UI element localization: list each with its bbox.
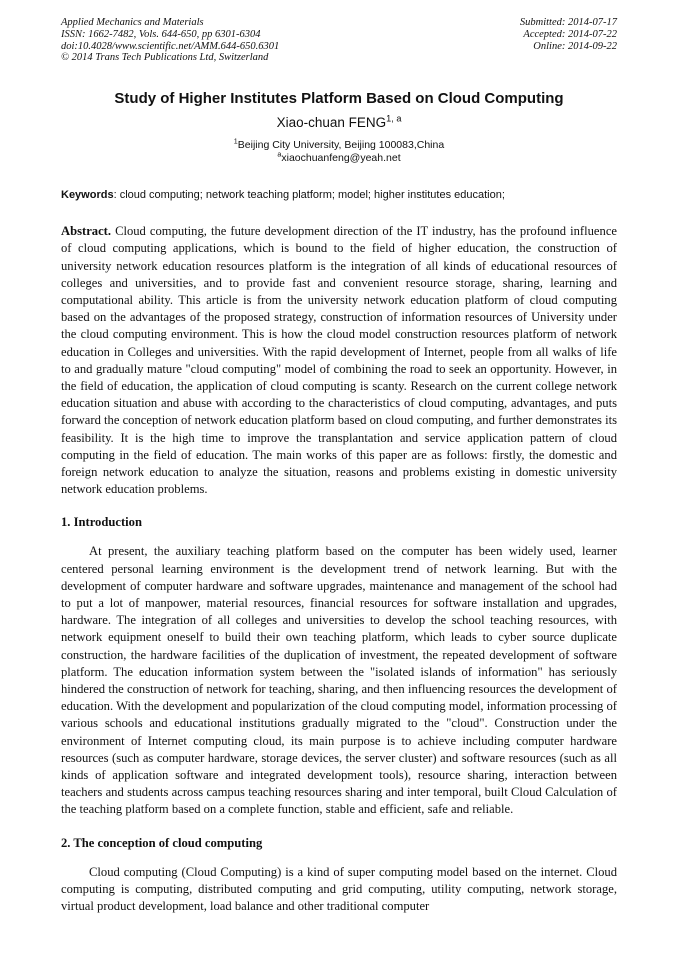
affiliation-line: [61, 139, 617, 152]
abstract-text: Cloud computing, the future development direction of the IT industry, has the profound influence of cloud computing applications, which is bound to the field of higher education, the construction of university network education resources platform is the integration of all kinds of educational resources of colleges and universities, and to provide fast and convenient resource storage, sharing, learning and computational ability. This article is from the university network education platform of cloud computing based on the advantages of the proposed strategy, construction of information resources of University under the cloud computing environment. This is how the cloud model construction resources platform of network education in Colleges and universities. With the rapid development of Internet, people from all walks of life to and gradually mature "cloud computing" model of combining the road to seek an opportunity. However, in the field of education, the application of cloud computing is scanty. Research on the current college network education situation and abuse with according to the characteristics of cloud computing, advantages, and puts forward the conception of network education platform based on cloud computing, and further demonstrates its feasibility. It is the high time to improve the transplantation and service application pattern of cloud computing in the field of education. The main works of this paper are as follows: firstly, the domestic and foreign network education to analyze the situation, reasons and problems existing in domestic university network education problems.: [61, 224, 617, 497]
author-line: [61, 115, 617, 130]
journal-copyright: © 2014 Trans Tech Publications Ltd, Switzerland: [61, 52, 269, 64]
affiliation-superscript: 1: [233, 137, 238, 146]
abstract-paragraph: [61, 223, 617, 498]
section-heading-cloud-conception: 2. The conception of cloud computing: [61, 835, 263, 850]
abstract-label: Abstract.: [61, 224, 112, 239]
email-line: [61, 152, 617, 165]
online-date: Online: 2014-09-22: [533, 40, 617, 52]
author-superscript: 1, a: [386, 113, 402, 124]
introduction-paragraph: At present, the auxiliary teaching platform based on the computer has been widely used, learner centered personal learning environment is the development trend of network learning. But with the development of computer hardware and software upgrades, maintenance and management of the school had to put a lot of manpower, material resources, financial resources for software installation and upgrades, hardware. The integration of all colleges and universities to develop the school teaching resources, with network equipment oneself to build their own teaching platform, which leads to cyber source duplicate construction, the hardware facilities of the duplication of investment, the repeated development of software platform. The education information system between the "isolated islands of information" has seriously hindered the construction of network for teaching, sharing, and then influencing resources the development of education. With the development and popularization of the cloud computing model, information processing of various schools and educational institutions gradually migrated to the "cloud". Construction under the environment of Internet computing cloud, its main purpose is to achieve including computer hardware resources (such as computer hardware, storage devices, the server cluster) and software resources (such as all kinds of application software and integrated development tools), resource sharing, interaction between teachers and students across campus teaching resources sharing and inter temporal, built Cloud Calculation of the teaching platform based on a complete function, stable and efficient, safe and reliable.: [61, 544, 617, 817]
author-name: Xiao-chuan FENG: [276, 115, 387, 131]
journal-name: Applied Mechanics and Materials: [61, 17, 204, 28]
keywords-label: Keywords: [61, 189, 114, 202]
keywords-text: : cloud computing; network teaching platform; model; higher institutes education;: [113, 189, 505, 202]
affiliation-text: Beijing City University, Beijing 100083,China: [237, 139, 445, 152]
section-heading-introduction: 1. Introduction: [61, 515, 142, 530]
cloud-conception-paragraph: Cloud computing (Cloud Computing) is a kind of super computing model based on the internet. Cloud computing is computing, distributed computing and grid computing, utility computing, network storage, virtual product development, load balance and other traditional computer: [61, 864, 617, 914]
email-text: xiaochuanfeng@yeah.net: [281, 152, 401, 165]
journal-issn-volumes: ISSN: 1662-7482, Vols. 644-650, pp 6301-6304: [61, 28, 261, 40]
email-superscript: a: [277, 150, 282, 159]
accepted-date: Accepted: 2014-07-22: [523, 28, 617, 40]
journal-info: [61, 17, 279, 64]
submission-dates: [520, 17, 617, 64]
keywords-line: [61, 189, 617, 201]
journal-header: [61, 17, 617, 64]
journal-doi: doi:10.4028/www.scientific.net/AMM.644-650.6301: [61, 40, 280, 52]
paper-title: Study of Higher Institutes Platform Based on Cloud Computing: [114, 90, 564, 108]
submitted-date: Submitted: 2014-07-17: [519, 17, 617, 28]
